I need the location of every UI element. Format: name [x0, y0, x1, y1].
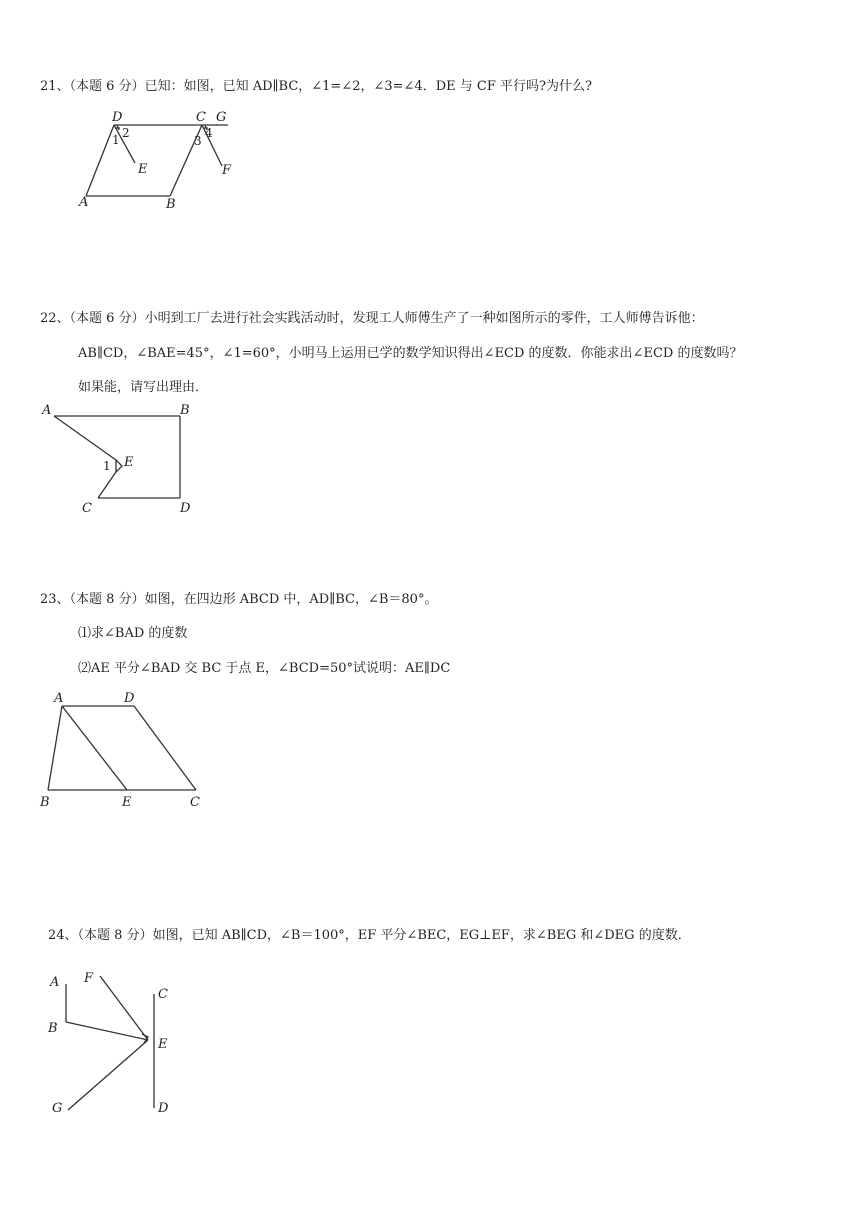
q21-label-1: 1: [112, 133, 120, 147]
q23-label-c: C: [190, 795, 200, 810]
q23-label-e: E: [122, 795, 132, 810]
q21-label-3: 3: [194, 134, 202, 148]
q22-figure: [36, 400, 206, 518]
q21-line-da: [86, 125, 114, 196]
q21-label-g: G: [216, 110, 227, 125]
q22-notch-e: [116, 460, 122, 472]
q24-label-d: D: [158, 1101, 169, 1116]
q24-label-f: F: [84, 971, 94, 986]
q23-part-2: ⑵AE 平分∠BAD 交 BC 于点 E，∠BCD=50°试说明：AE∥DC: [78, 661, 451, 676]
q22-line-ae: [54, 416, 116, 460]
q21-label-c: C: [196, 110, 206, 125]
q23-line-ab: [48, 706, 62, 790]
q23-label-d: D: [124, 691, 135, 706]
q21-stem: 21、（本题 6 分）已知：如图，已知 AD∥BC，∠1=∠2，∠3=∠4．DE 与 CF 平行吗?为什么?: [40, 79, 592, 94]
q22-label-c: C: [82, 501, 92, 516]
q21-label-d: D: [112, 110, 123, 125]
q24-stem: 24、（本题 8 分）如图，已知 AB∥CD，∠B＝100°，EF 平分∠BEC，EG⊥EF，求∠BEG 和∠DEG 的度数．: [48, 928, 691, 943]
q21-label-2: 2: [122, 126, 130, 140]
q24-label-e: E: [158, 1037, 168, 1052]
q22-stem-line-1: 22、（本题 6 分）小明到工厂去进行社会实践活动时，发现工人师傅生产了一种如图所示的零件，工人师傅告诉他：: [40, 311, 704, 326]
q24-label-g: G: [52, 1101, 63, 1116]
q22-label-e: E: [124, 455, 134, 470]
q21-label-a: A: [79, 195, 89, 210]
q21-label-f: F: [222, 163, 232, 178]
q24-figure: [44, 964, 194, 1124]
q21-label-4: 4: [205, 126, 213, 140]
q24-line-eg: [68, 1040, 148, 1110]
q23-figure: [36, 686, 216, 812]
q23-part-1: ⑴求∠BAD 的度数: [78, 626, 188, 641]
q21-label-e: E: [138, 162, 148, 177]
q24-label-a: A: [50, 975, 60, 990]
q23-label-a: A: [54, 691, 64, 706]
q24-label-b: B: [48, 1021, 58, 1036]
q22-label-1: 1: [103, 459, 111, 473]
q22-stem-line-2: AB∥CD，∠BAE=45°，∠1=60°，小明马上运用已学的数学知识得出∠ECD 的度数．你能求出∠ECD 的度数吗？: [78, 346, 743, 361]
q23-label-b: B: [40, 795, 50, 810]
q24-label-c: C: [158, 987, 168, 1002]
q22-stem-line-3: 如果能，请写出理由．: [78, 380, 209, 395]
q23-stem: 23、（本题 8 分）如图，在四边形 ABCD 中，AD∥BC，∠B＝80°。: [40, 592, 438, 607]
q24-line-be: [66, 1022, 148, 1040]
q22-label-a: A: [42, 403, 52, 418]
q23-line-dc: [134, 706, 196, 790]
q23-line-ae: [62, 706, 127, 790]
q22-label-b: B: [180, 403, 190, 418]
q21-label-b: B: [166, 197, 176, 212]
q22-label-d: D: [180, 501, 191, 516]
q22-line-ce: [98, 472, 116, 498]
q21-figure: [70, 106, 250, 216]
